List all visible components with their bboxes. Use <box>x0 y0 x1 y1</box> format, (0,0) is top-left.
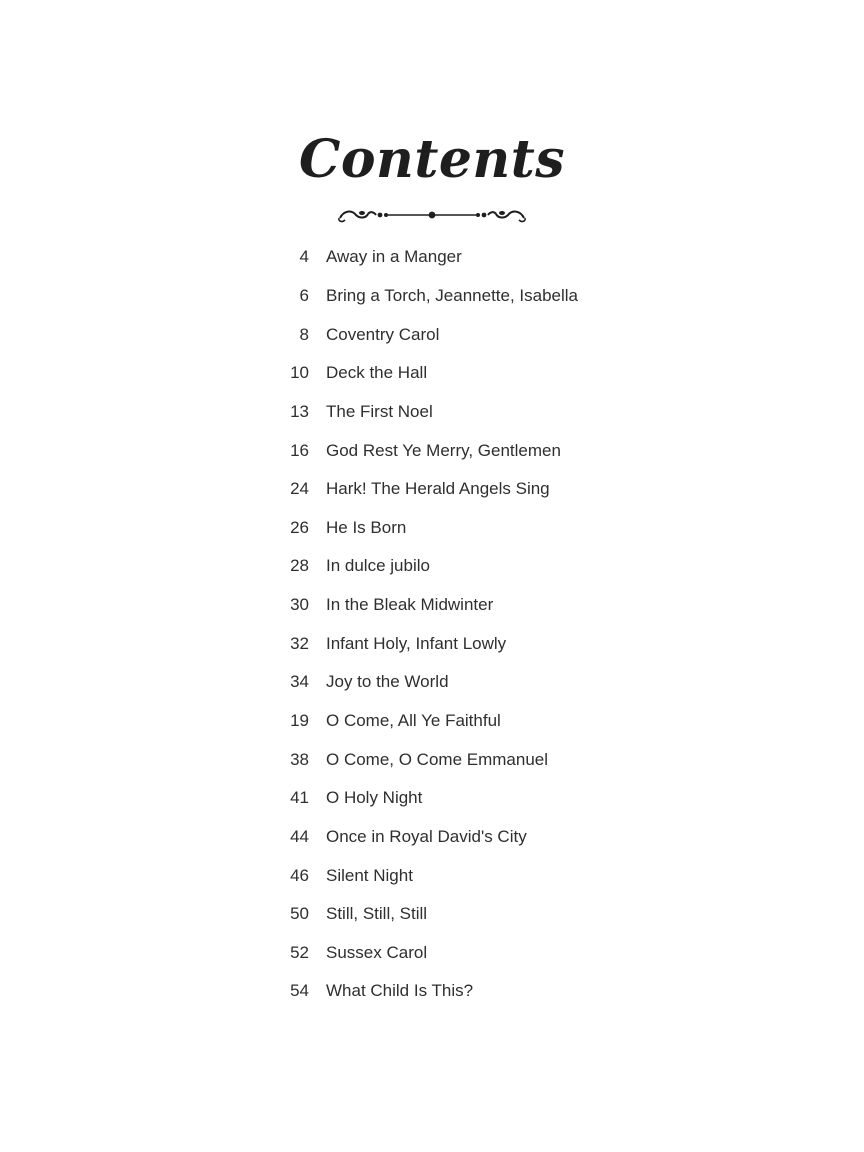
toc-entry[interactable] <box>0 547 864 586</box>
toc-entry-title: Sussex Carol <box>326 942 428 962</box>
toc-entry-title: Deck the Hall <box>326 363 428 383</box>
toc-page-number: 26 <box>290 517 309 537</box>
toc-page-number: 24 <box>290 479 309 499</box>
toc-entry[interactable] <box>0 895 864 934</box>
toc-entry-title: Joy to the World <box>326 672 449 692</box>
toc-entry-title: God Rest Ye Merry, Gentlemen <box>326 440 561 460</box>
toc-page-number: 8 <box>299 324 309 344</box>
toc-page-number: 41 <box>290 788 309 808</box>
toc-entry-title: In dulce jubilo <box>326 556 430 576</box>
toc-entry-title: In the Bleak Midwinter <box>326 595 494 615</box>
toc-entry-title: Bring a Torch, Jeannette, Isabella <box>326 285 579 305</box>
toc-page-number: 46 <box>290 865 309 885</box>
toc-entry[interactable] <box>0 663 864 702</box>
toc-page-number: 28 <box>290 556 309 576</box>
toc-entry[interactable] <box>0 470 864 509</box>
toc-entry-title: He Is Born <box>326 517 407 537</box>
toc-entry-title: Infant Holy, Infant Lowly <box>326 633 507 653</box>
toc-entry[interactable] <box>0 856 864 895</box>
toc-page-number: 38 <box>290 749 309 769</box>
toc-entry[interactable] <box>0 818 864 857</box>
toc-entry-title: What Child Is This? <box>326 981 474 1001</box>
toc-entry-title: Once in Royal David's City <box>326 826 527 846</box>
toc-entry-title: Still, Still, Still <box>326 904 428 924</box>
toc-page-number: 10 <box>290 363 309 383</box>
toc-page-number: 13 <box>290 401 309 421</box>
table-of-contents <box>0 238 864 1011</box>
toc-page-number: 16 <box>290 440 309 460</box>
toc-page-number: 54 <box>290 981 309 1001</box>
toc-entry[interactable] <box>0 934 864 973</box>
toc-entry[interactable] <box>0 586 864 625</box>
toc-entry-title: O Come, O Come Emmanuel <box>326 749 549 769</box>
toc-entry-title: Away in a Manger <box>326 247 462 267</box>
toc-page-number: 50 <box>290 904 309 924</box>
toc-entry[interactable] <box>0 508 864 547</box>
toc-entry-title: O Come, All Ye Faithful <box>326 711 501 730</box>
toc-entry[interactable] <box>0 393 864 432</box>
toc-entry[interactable] <box>0 779 864 818</box>
toc-entry-title: The First Noel <box>326 401 433 421</box>
toc-entry[interactable] <box>0 702 864 741</box>
toc-entry[interactable] <box>0 354 864 393</box>
toc-page-number: 34 <box>290 672 309 692</box>
toc-page-number: 32 <box>290 633 309 653</box>
toc-entry[interactable] <box>0 431 864 470</box>
toc-entry[interactable] <box>0 624 864 663</box>
toc-entry-title: O Holy Night <box>326 788 423 808</box>
toc-entry[interactable] <box>0 238 864 277</box>
toc-entry[interactable] <box>0 315 864 354</box>
scroll-divider-icon <box>336 204 528 226</box>
toc-entry-title: Silent Night <box>326 865 413 885</box>
toc-entry[interactable] <box>0 740 864 779</box>
toc-page-number: 44 <box>290 826 309 846</box>
toc-page-number: 6 <box>299 285 309 305</box>
toc-page-number: 19 <box>290 711 309 730</box>
toc-entry-title: Coventry Carol <box>326 324 440 344</box>
toc-entry-title: Hark! The Herald Angels Sing <box>326 479 550 499</box>
toc-entry[interactable] <box>0 277 864 316</box>
toc-page-number: 52 <box>290 942 309 962</box>
page-title: Contents <box>298 129 566 190</box>
toc-page-number: 30 <box>290 595 309 615</box>
toc-entry[interactable] <box>0 972 864 1011</box>
toc-page-number: 4 <box>299 247 309 267</box>
